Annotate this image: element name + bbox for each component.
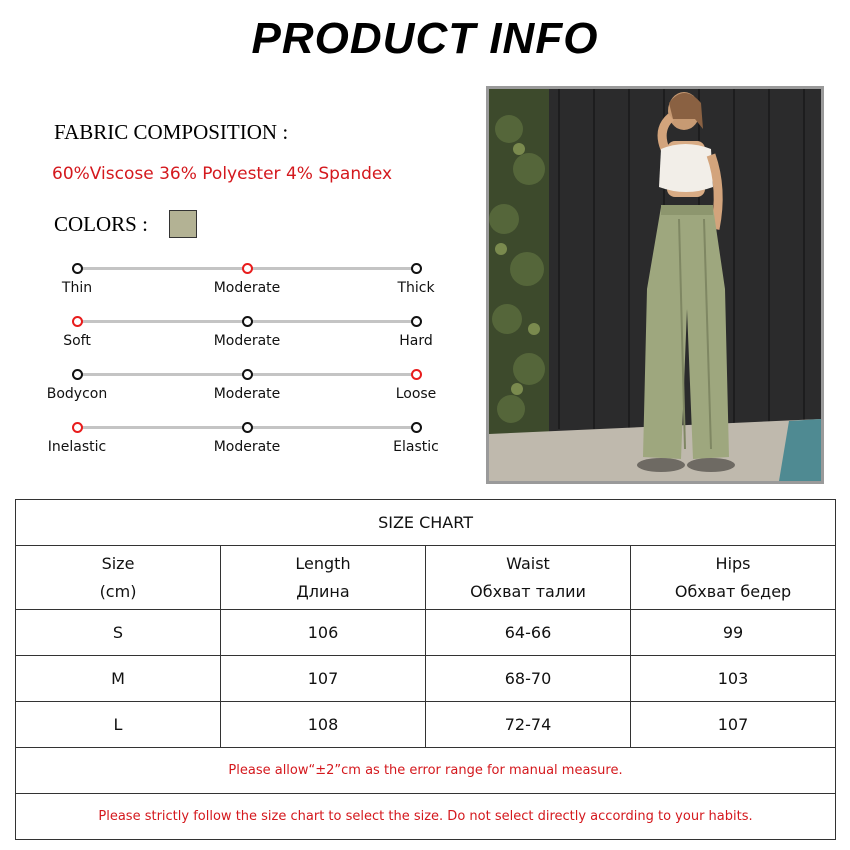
scale-dot-1 <box>242 422 253 433</box>
header-line2: Обхват талии <box>470 581 586 601</box>
header-hips <box>631 546 836 610</box>
size-chart-table <box>15 499 836 840</box>
scale-dot-2 <box>411 422 422 433</box>
measurement-note: Please allow“±2”cm as the error range for manual measure. <box>16 748 836 794</box>
cell-length: 106 <box>221 610 426 656</box>
cell-length: 108 <box>221 702 426 748</box>
cell-waist: 64-66 <box>426 610 631 656</box>
scale-dot-1 <box>242 369 253 380</box>
scale-dot-2 <box>411 316 422 327</box>
header-line2: Обхват бедер <box>674 581 792 601</box>
header-line1: Length <box>295 553 351 573</box>
scale-label-high: Loose <box>395 386 437 402</box>
cell-hips: 99 <box>631 610 836 656</box>
page-title: PRODUCT INFO <box>251 14 599 63</box>
scale-label-mid: Moderate <box>213 280 281 296</box>
scale-dot-1 <box>242 316 253 327</box>
cell-length: 107 <box>221 656 426 702</box>
header-line1: Size <box>101 553 135 573</box>
table-header-row <box>16 546 836 610</box>
scale-dot-2 <box>411 263 422 274</box>
header-waist <box>426 546 631 610</box>
model-illustration <box>489 89 821 481</box>
softness-scale <box>30 317 470 367</box>
scale-dot-0 <box>72 263 83 274</box>
scale-label-high: Thick <box>397 280 435 296</box>
scale-dot-0 <box>72 369 83 380</box>
cell-size: M <box>16 656 221 702</box>
cell-waist: 68-70 <box>426 656 631 702</box>
header-line1: Waist <box>506 553 550 573</box>
scale-dot-0 <box>72 316 83 327</box>
elasticity-scale <box>30 423 470 473</box>
scale-dot-0 <box>72 422 83 433</box>
header-line1: Hips <box>715 553 751 573</box>
header-line2: Длина <box>296 581 350 601</box>
fit-scale <box>30 370 470 420</box>
colors-label: COLORS : <box>54 212 148 236</box>
cell-hips: 103 <box>631 656 836 702</box>
size-chart-title: SIZE CHART <box>16 500 836 546</box>
scale-label-mid: Moderate <box>213 386 281 402</box>
cell-waist: 72-74 <box>426 702 631 748</box>
scale-label-low: Inelastic <box>47 439 107 455</box>
scale-label-mid: Moderate <box>213 439 281 455</box>
table-row <box>16 656 836 702</box>
thickness-scale <box>30 264 470 314</box>
fabric-composition-label: FABRIC COMPOSITION : <box>54 120 289 144</box>
scale-dot-1 <box>242 263 253 274</box>
scale-label-low: Bodycon <box>46 386 108 402</box>
scale-label-high: Hard <box>399 333 433 349</box>
scale-dot-2 <box>411 369 422 380</box>
header-length <box>221 546 426 610</box>
table-row <box>16 702 836 748</box>
header-size <box>16 546 221 610</box>
scale-label-mid: Moderate <box>213 333 281 349</box>
color-swatch <box>169 210 197 238</box>
cell-size: S <box>16 610 221 656</box>
cell-size: L <box>16 702 221 748</box>
size-selection-note: Please strictly follow the size chart to select the size. Do not select directly according to your habits. <box>16 794 836 840</box>
fabric-composition-value: 60%Viscose 36% Polyester 4% Spandex <box>52 164 393 184</box>
scale-label-low: Thin <box>61 280 93 296</box>
scale-label-high: Elastic <box>393 439 439 455</box>
table-row <box>16 610 836 656</box>
header-line2: (cm) <box>99 581 137 601</box>
scale-label-low: Soft <box>63 333 91 349</box>
cell-hips: 107 <box>631 702 836 748</box>
product-photo <box>486 86 824 484</box>
